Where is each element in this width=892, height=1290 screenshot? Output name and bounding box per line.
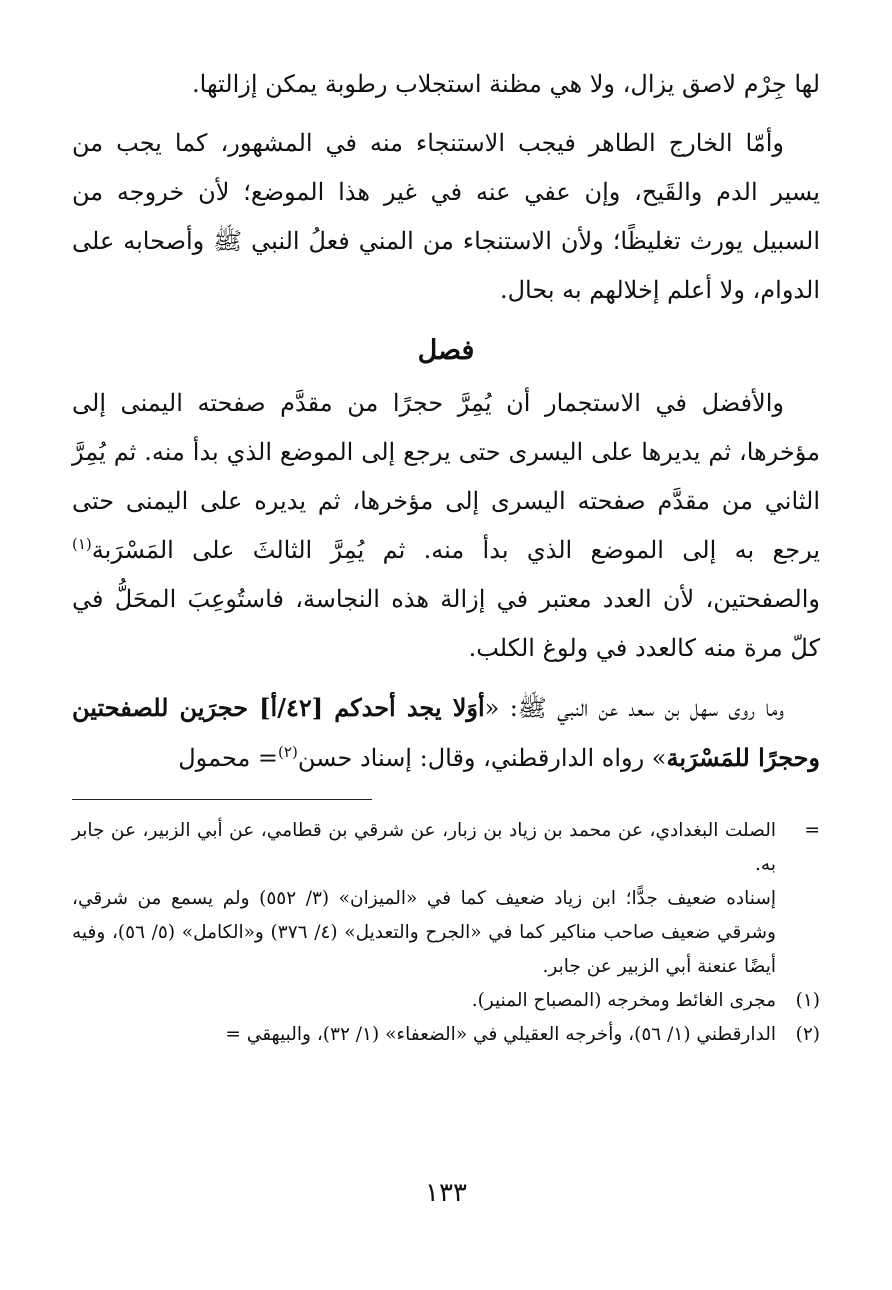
footnote-ref-2: (٢): [278, 743, 298, 761]
page-number: ١٣٣: [425, 1178, 467, 1208]
paragraph-3: [72, 379, 820, 673]
footnote-continued-text: الصلت البغدادي، عن محمد بن زياد بن زبار، عن شرقي بن قطامي، عن أبي الزبير، عن جابر به.: [72, 820, 776, 875]
footnotes: [72, 814, 820, 1052]
paragraph-1: لها جِرْم لاصق يزال، ولا هي مظنة استجلاب رطوبة يمكن إزالتها.: [192, 70, 820, 98]
hadith-quote: أوَلا يجد أحدكم [٤٢/أ] حجرَين للصفحتين وحجرًا للمَسْرَبة: [72, 693, 820, 772]
footnote-ref-1: (١): [72, 535, 92, 553]
footnote-continued-mark: =: [804, 820, 820, 841]
footnote-continued-2: إسناده ضعيف جدًّا؛ ابن زياد ضعيف كما في «الميزان» (٣/ ٥٥٢) ولم يسمع من شرقي، وشرقي ضعيف صاحب مناكير كما في «الجرح والتعديل» (٤/ ٣٧٦) و«الكامل» (٥/ ٥٦)، وفيه أيضًا عنعنة أبي الزبير عن جابر.: [72, 888, 776, 977]
footnote-1-text: مجرى الغائط ومخرجه (المصباح المنير).: [471, 990, 776, 1011]
footnote-2-text: الدارقطني (١/ ٥٦)، وأخرجه العقيلي في «الضعفاء» (١/ ٣٢)، والبيهقي =: [225, 1024, 776, 1045]
footnote-1-mark: (١): [795, 990, 820, 1011]
page-content: [72, 60, 820, 1052]
section-heading: فصل: [417, 335, 475, 366]
paragraph-4-text-c: = محمول: [178, 744, 279, 772]
paragraph-4: [72, 683, 820, 783]
paragraph-4-text-b: » رواه الدارقطني، وقال: إسناد حسن: [297, 744, 667, 772]
paragraph-2: وأمّا الخارج الطاهر فيجب الاستنجاء منه في المشهور، كما يجب من يسير الدم والقَيح، وإن عفي عنه في غير هذا الموضع؛ لأن خروجه من السبيل يورث تغليظًا؛ ولأن الاستنجاء من المني فعلُ النبي ﷺ وأصحابه على الدوام، ولا أعلم إخلالهم به بحال.: [72, 129, 820, 304]
footnote-2: [72, 1018, 820, 1052]
paragraph-3-text-a: والأفضل في الاستجمار أن يُمِرَّ حجرًا من مقدَّم صفحته اليمنى إلى مؤخرها، ثم يديرها على اليسرى حتى يرجع إلى الموضع الذي بدأ منه. ثم يُمِرَّ الثاني من مقدَّم صفحته اليسرى إلى مؤخرها، ثم يديره على اليمنى حتى يرجع به إلى الموضع الذي بدأ منه. ثم يُمِرَّ الثالثَ على المَسْرَبة: [72, 389, 820, 564]
paragraph-3-text-b: والصفحتين، لأن العدد معتبر في إزالة هذه النجاسة، فاستُوعِبَ المحَلُّ في كلّ مرة منه كالعدد في ولوغ الكلب.: [72, 585, 821, 662]
footnote-continued: [72, 814, 820, 882]
paragraph-4-text-a: وما روى سهل بن سعد عن النبي ﷺ: «: [484, 694, 784, 722]
footnote-1: [72, 984, 820, 1018]
footnote-separator: [72, 799, 372, 800]
footnote-2-mark: (٢): [795, 1024, 820, 1045]
